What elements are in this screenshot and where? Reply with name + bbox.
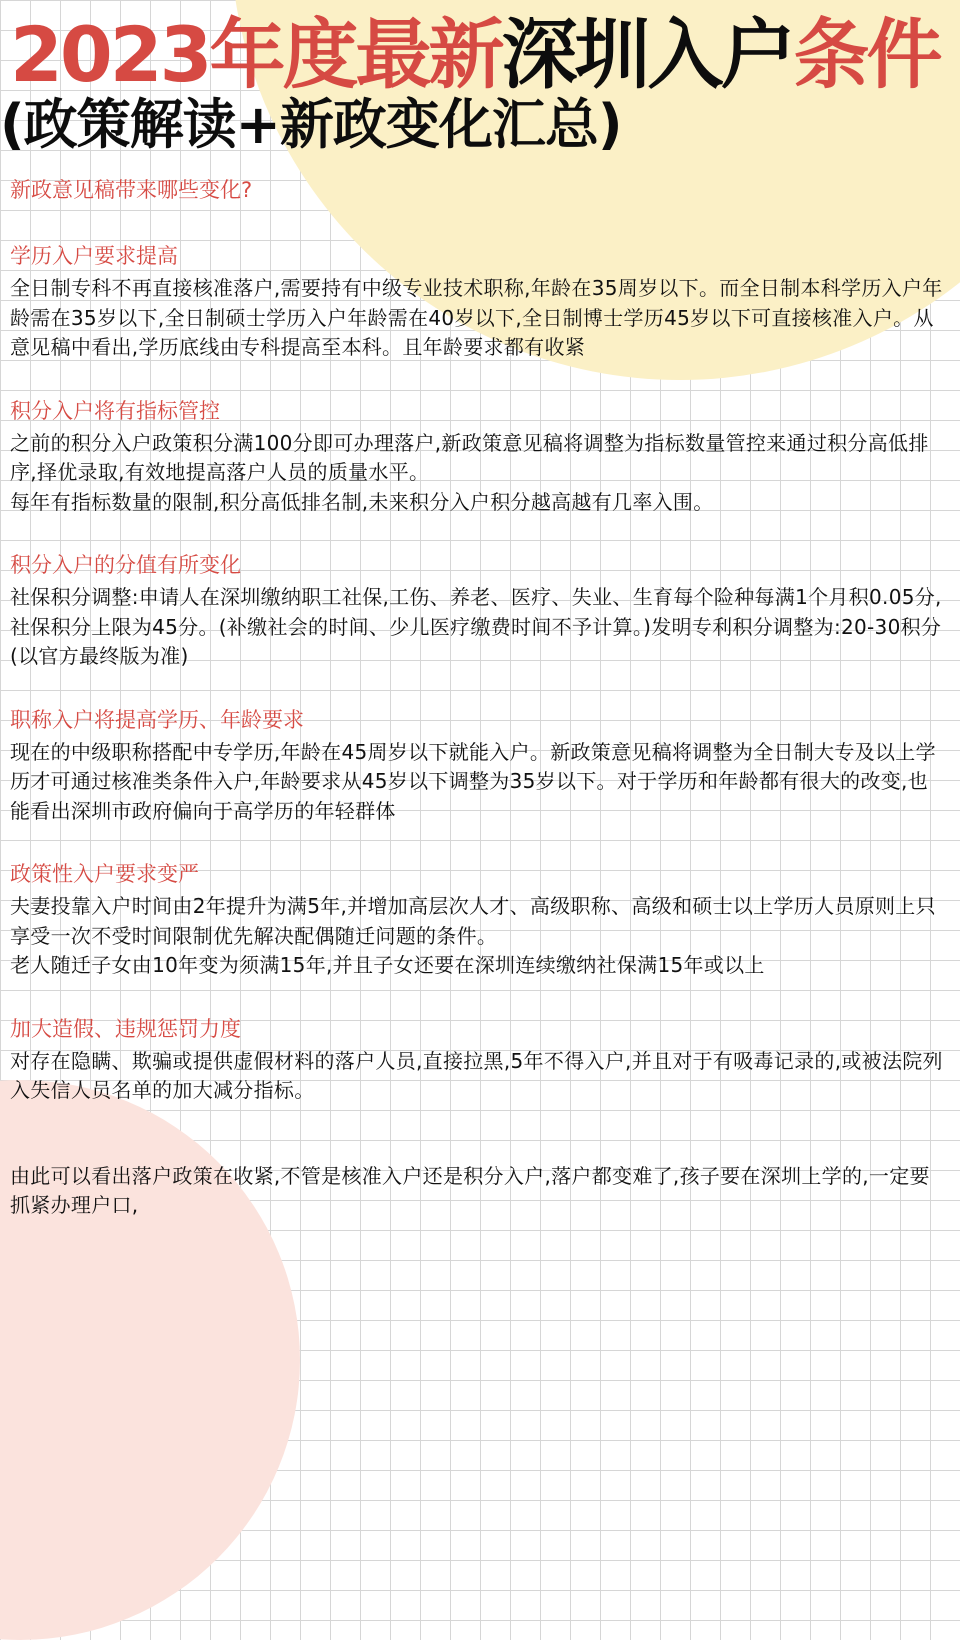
section-title-requirements bbox=[10, 702, 946, 827]
section-education bbox=[10, 238, 946, 363]
section-heading: 积分入户的分值有所变化 bbox=[10, 553, 241, 577]
section-policy-stricter bbox=[10, 856, 946, 981]
section-heading: 积分入户将有指标管控 bbox=[10, 398, 220, 423]
section-points-values bbox=[10, 547, 946, 672]
section-paragraph: 对存在隐瞒、欺骗或提供虚假材料的落户人员,直接拉黑,5年不得入户,并且对于有吸毒记录的,或被法院列入失信人员名单的加大减分指标。 bbox=[10, 1048, 943, 1102]
intro-question: 新政意见稿带来哪些变化? bbox=[10, 178, 253, 202]
section-paragraph: 夫妻投靠入户时间由2年提升为满5年,并增加高层次人才、高级职称、高级和硕士以上学历人员原则上只享受一次不受时间限制优先解决配偶随迁问题的条件。 bbox=[10, 894, 936, 948]
title-part-conditions: 条件 bbox=[793, 10, 940, 99]
section-heading: 加大造假、违规惩罚力度 bbox=[10, 1016, 241, 1041]
section-heading: 学历入户要求提高 bbox=[10, 244, 178, 268]
section-paragraph: 全日制专科不再直接核准落户,需要持有中级专业技术职称,年龄在35周岁以下。而全日制本科学历入户年龄需在35岁以下,全日制硕士学历入户年龄需在40岁以下,全日制博士学历45岁以下可直接核准入户。从意见稿中看出,学历底线由专科提高至本科。且年龄要求都有收紧 bbox=[10, 276, 943, 359]
section-heading: 职称入户将提高学历、年龄要求 bbox=[10, 707, 304, 732]
section-paragraph: 社保积分调整:申请人在深圳缴纳职工社保,工伤、养老、医疗、失业、生育每个险种每满1个月积0.05分,社保积分上限为45分。(补缴社会的时间、少儿医疗缴费时间不予计算。)发明专利积分调整为:20-30积分(以官方最终版为准) bbox=[10, 585, 942, 668]
article-body bbox=[10, 172, 946, 1221]
page-title bbox=[10, 12, 940, 98]
section-paragraph: 老人随迁子女由10年变为须满15年,并且子女还要在深圳连续缴纳社保满15年或以上 bbox=[10, 953, 765, 977]
section-paragraph: 现在的中级职称搭配中专学历,年龄在45周岁以下就能入户。新政策意见稿将调整为全日制大专及以上学历才可通过核准类条件入户,年龄要求从45岁以下调整为35岁以下。对于学历和年龄都有很大的改变,也能看出深圳市政府偏向于高学历的年轻群体 bbox=[10, 739, 936, 823]
section-heading: 政策性入户要求变严 bbox=[10, 862, 199, 886]
title-part-year: 2023年度最新 bbox=[10, 10, 502, 99]
conclusion-text: 由此可以看出落户政策在收紧,不管是核准入户还是积分入户,落户都变难了,孩子要在深圳上学的,一定要抓紧办理户口, bbox=[10, 1163, 930, 1217]
section-points-quota bbox=[10, 393, 946, 518]
title-part-city: 深圳入户 bbox=[501, 10, 794, 99]
section-paragraph: 之前的积分入户政策积分满100分即可办理落户,新政策意见稿将调整为指标数量管控来通过积分高低排序,择优录取,有效地提高落户人员的质量水平。 bbox=[10, 430, 929, 484]
page-subtitle: (政策解读+新政变化汇总) bbox=[0, 93, 622, 156]
section-penalties bbox=[10, 1011, 946, 1106]
section-paragraph: 每年有指标数量的限制,积分高低排名制,未来积分入户积分越高越有几率入围。 bbox=[10, 489, 714, 514]
